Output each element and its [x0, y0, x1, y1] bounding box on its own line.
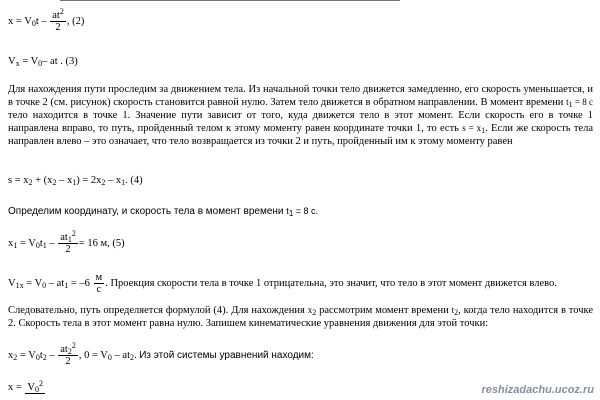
equation-7: $x_2 = V_0t_2$ – $\frac{at_2^2}{2}$ , $0 = V_0 - at_2$. Из этой системы уравнений находим: [8, 341, 314, 367]
equation-6: $V_{1x} = V_0 - at_1 = -6$ $\frac{м}{с}$ . Проекция скорости тела в точке 1 отрицательна, это значит, что тело в этот момент движется влево. [8, 272, 557, 295]
unit-fraction: $\frac{м}{с}$ [95, 272, 103, 295]
fraction: $\frac{at_1^2}{2}$ [60, 229, 76, 255]
equation-5: $x_1 = V_0t_1$ – $\frac{at_1^2}{2}$ = 16 м, (5) [8, 229, 125, 255]
top-cropped-line [0, 0, 600, 2]
paragraph-consequence: Следовательно, путь определяется формулой (4). Для нахождения $x_2$ рассмотрим момент времени $t_2$, когда тело находится в точке 2. Скорость тела в этот момент равна нулю. Запишем кинематические уравнения движения для этой точки: [8, 305, 594, 329]
fraction: $\frac{at_2^2}{2}$ [60, 341, 76, 367]
paragraph-define: Определим координату, и скорость тела в момент времени $t_1 = 8$ с. [8, 206, 319, 218]
equation-3: $V_x = V_0-$ at . (3) [8, 56, 78, 68]
equation-2: $x = V_0t$ – $\frac{at^2}{2}$ , (2) [8, 7, 85, 33]
equation-4: $s = x_2 + (x_2 - x_1) = 2x_2 - x_1$. (4) [8, 175, 143, 187]
watermark: reshizadachu.ucoz.ru [481, 384, 594, 396]
paragraph-path: Для нахождения пути проследим за движением тела. Из начальной точки тело движется замедленно, его скорость уменьшается, и в точке 2 (см. рисунок) скорость становится равной нулю. Затем тело движется в обратном направлении. В момент времени $t_1 = 8$ с тело находится в точке 1. Значение пути зависит от того, куда движется тело в этот момент. Если скорость его в точке 1 направлена вправо, то путь, пройденный телом к этому моменту равен координате точки 1, то есть $s = x_1$. Если же скорость тела направлен влево – это означает, что тело возвращается из точки 2 и путь, пройденный им к этому моменту равен [8, 84, 594, 147]
fraction: $\frac{at^2}{2}$ [52, 7, 64, 33]
fraction: $V_0^2$ [27, 378, 44, 394]
equation-8-cropped: x = $V_0^2$ [8, 378, 44, 394]
